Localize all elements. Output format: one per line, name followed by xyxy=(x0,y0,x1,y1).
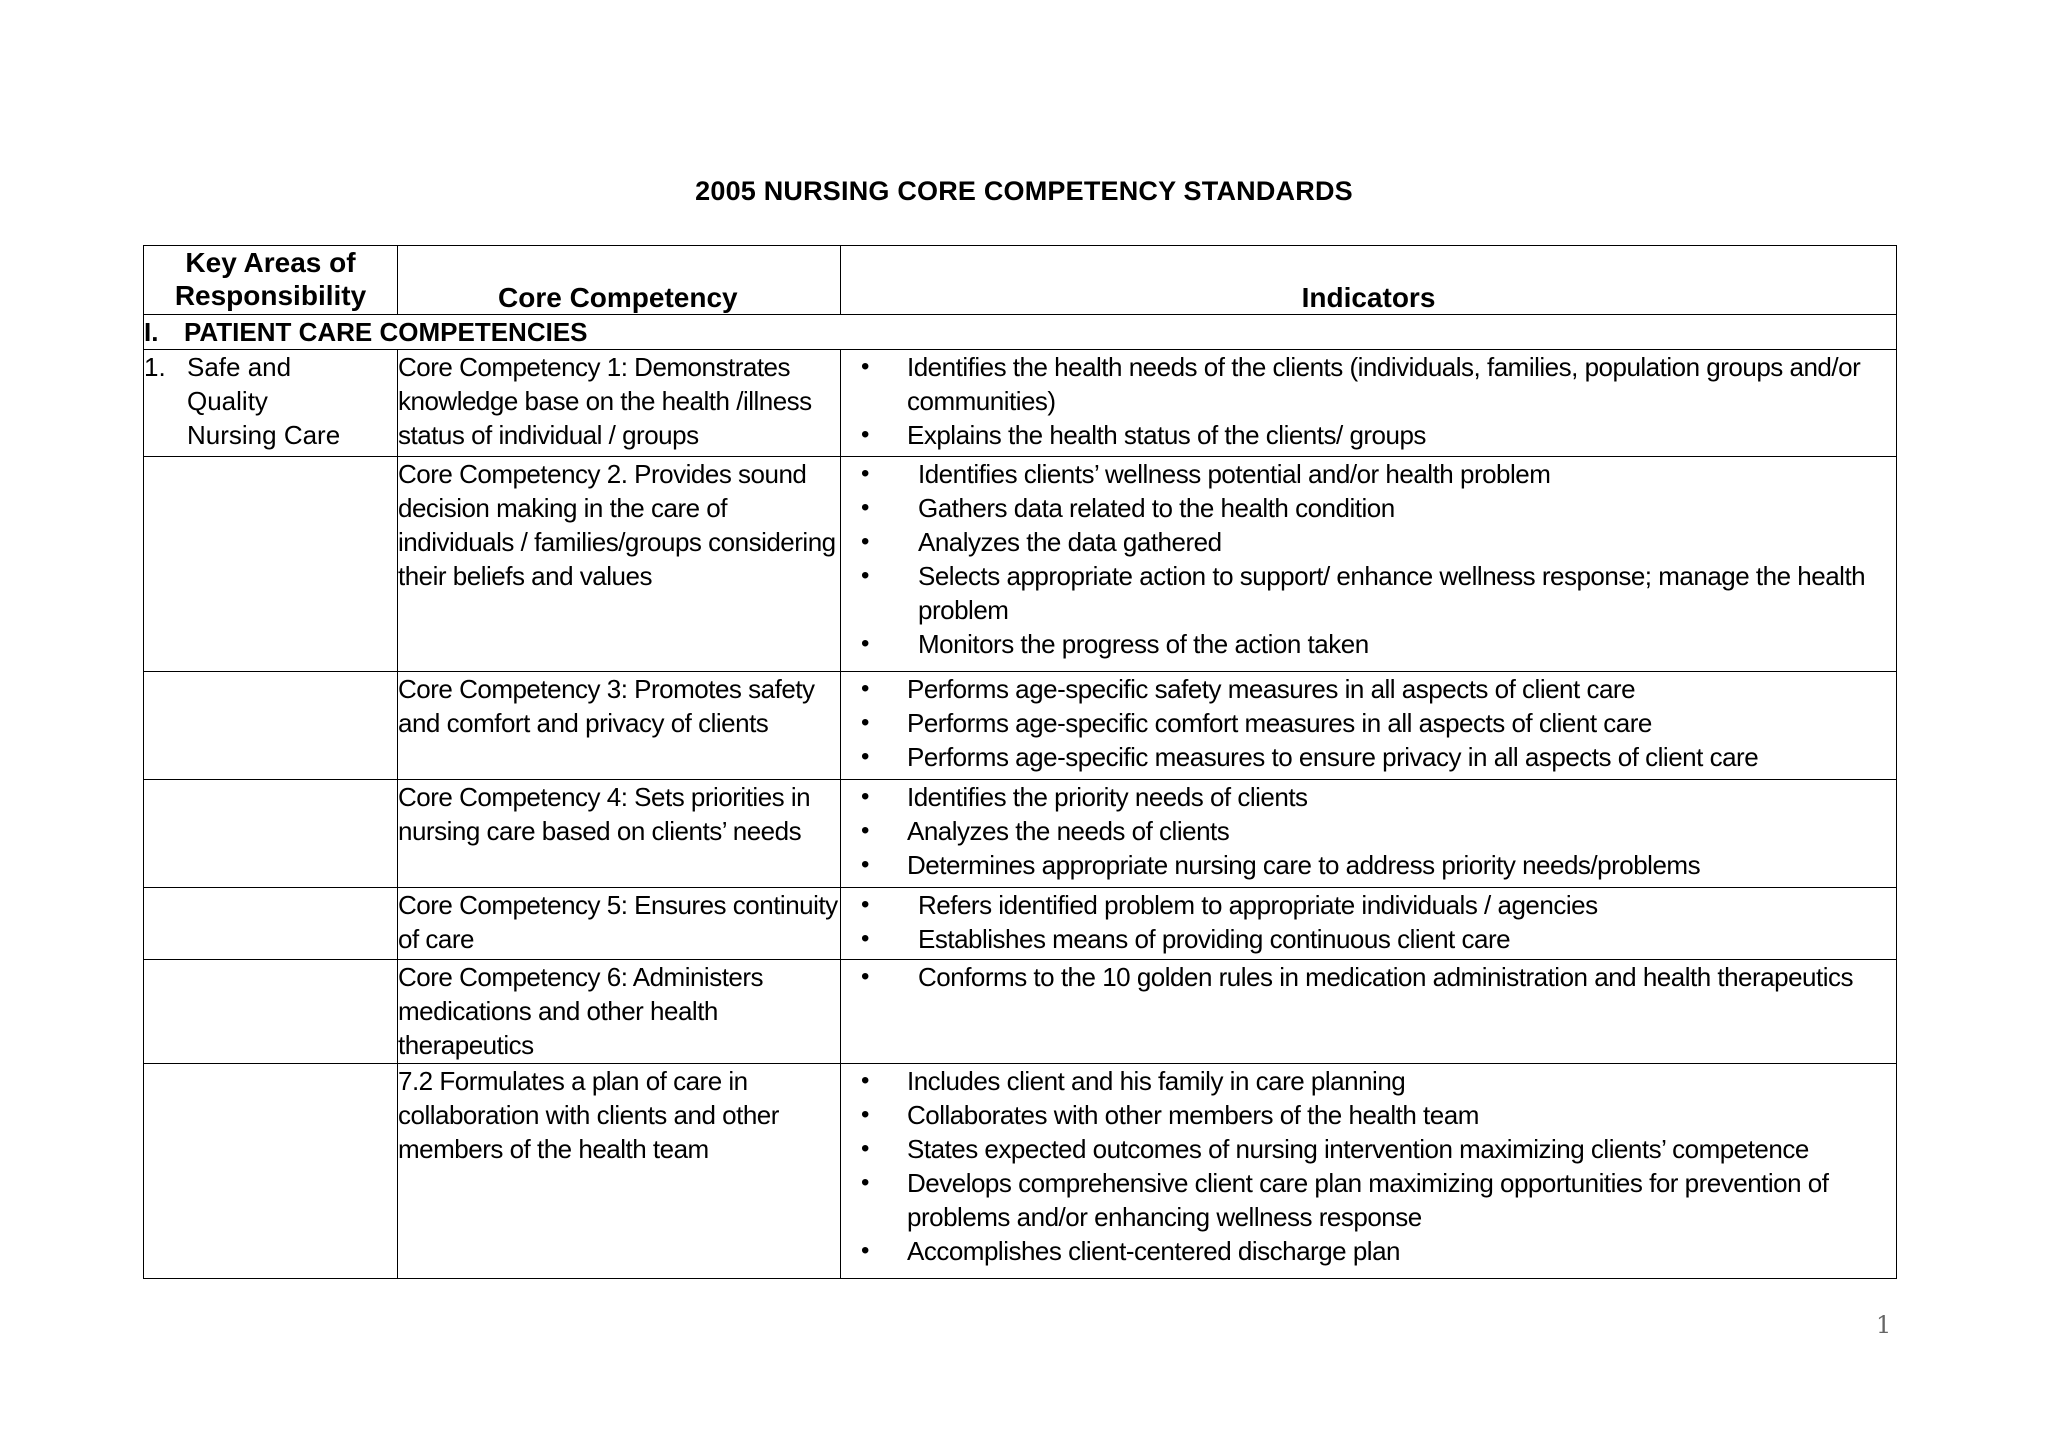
indicator-item xyxy=(841,1098,1896,1132)
key-area-cell-empty xyxy=(144,888,398,960)
indicator-item xyxy=(841,888,1896,922)
bullet-icon: • xyxy=(861,494,869,521)
indicator-text: Performs age-specific safety measures in all aspects of client care xyxy=(907,674,1636,704)
indicator-text: Performs age-specific comfort measures in all aspects of client care xyxy=(907,708,1652,738)
indicators-cell xyxy=(841,672,1897,780)
indicator-item xyxy=(841,1166,1896,1234)
indicator-text: Gathers data related to the health condition xyxy=(918,493,1395,523)
key-area-line2: Quality xyxy=(187,386,268,416)
indicator-text: Identifies the health needs of the clients (individuals, families, population groups and/or communities) xyxy=(907,352,1861,416)
table-row xyxy=(144,888,1897,960)
indicator-item xyxy=(841,780,1896,814)
indicators-cell xyxy=(841,888,1897,960)
indicator-item xyxy=(841,1132,1896,1166)
bullet-icon: • xyxy=(861,1067,869,1094)
indicator-item xyxy=(841,1234,1896,1268)
bullet-icon: • xyxy=(861,1237,869,1264)
key-area-cell xyxy=(144,350,398,457)
indicator-text: Identifies clients’ wellness potential and/or health problem xyxy=(918,459,1551,489)
bullet-icon: • xyxy=(861,562,869,589)
bullet-icon: • xyxy=(861,817,869,844)
bullet-icon: • xyxy=(861,1101,869,1128)
indicator-text: Establishes means of providing continuous client care xyxy=(918,924,1511,954)
section-number: I. xyxy=(144,317,159,347)
key-area-cell-empty xyxy=(144,780,398,888)
indicator-item xyxy=(841,1064,1896,1098)
indicator-text: Selects appropriate action to support/ enhance wellness response; manage the health problem xyxy=(918,561,1866,625)
indicator-item xyxy=(841,627,1896,661)
indicator-item xyxy=(841,672,1896,706)
section-label: PATIENT CARE COMPETENCIES xyxy=(184,317,588,347)
key-area-cell-empty xyxy=(144,457,398,672)
competency-cell: Core Competency 2. Provides sound decision making in the care of individuals / families/groups considering their beliefs and values xyxy=(398,457,841,672)
indicators-cell xyxy=(841,1064,1897,1279)
indicator-text: Collaborates with other members of the health team xyxy=(907,1100,1479,1130)
bullet-icon: • xyxy=(861,709,869,736)
indicator-item xyxy=(841,457,1896,491)
section-row xyxy=(144,315,1897,350)
table-row xyxy=(144,350,1897,457)
indicator-text: Analyzes the data gathered xyxy=(918,527,1222,557)
indicators-cell xyxy=(841,350,1897,457)
document-title: 2005 NURSING CORE COMPETENCY STANDARDS xyxy=(695,176,1353,206)
header-key-areas xyxy=(144,246,398,315)
competency-cell: 7.2 Formulates a plan of care in collaboration with clients and other members of the health team xyxy=(398,1064,841,1279)
bullet-icon: • xyxy=(861,353,869,380)
competency-cell: Core Competency 6: Administers medications and other health therapeutics xyxy=(398,960,841,1064)
indicator-text: Accomplishes client-centered discharge plan xyxy=(907,1236,1400,1266)
indicator-text: Identifies the priority needs of clients xyxy=(907,782,1308,812)
table-header-row xyxy=(144,246,1897,315)
bullet-icon: • xyxy=(861,460,869,487)
indicator-text: States expected outcomes of nursing intervention maximizing clients’ competence xyxy=(907,1134,1809,1164)
bullet-icon: • xyxy=(861,851,869,878)
indicator-item xyxy=(841,706,1896,740)
indicator-text: Monitors the progress of the action taken xyxy=(918,629,1369,659)
table-row xyxy=(144,672,1897,780)
key-area-line3: Nursing Care xyxy=(187,420,341,450)
bullet-icon: • xyxy=(861,1169,869,1196)
competency-cell: Core Competency 4: Sets priorities in nursing care based on clients’ needs xyxy=(398,780,841,888)
indicator-text: Performs age-specific measures to ensure privacy in all aspects of client care xyxy=(907,742,1759,772)
indicator-text: Determines appropriate nursing care to address priority needs/problems xyxy=(907,850,1701,880)
table-row xyxy=(144,1064,1897,1279)
bullet-icon: • xyxy=(861,1135,869,1162)
header-indicators: Indicators xyxy=(841,246,1897,315)
bullet-icon: • xyxy=(861,783,869,810)
indicator-item xyxy=(841,740,1896,774)
indicator-item xyxy=(841,814,1896,848)
indicator-item xyxy=(841,960,1896,994)
key-area-cell-empty xyxy=(144,960,398,1064)
header-key-areas-line2: Responsibility xyxy=(174,280,367,311)
competency-cell: Core Competency 3: Promotes safety and comfort and privacy of clients xyxy=(398,672,841,780)
indicator-item xyxy=(841,525,1896,559)
key-area-line1: Safe and xyxy=(187,352,292,382)
bullet-icon: • xyxy=(861,963,869,990)
header-key-areas-line1: Key Areas of xyxy=(185,247,356,278)
bullet-icon: • xyxy=(861,421,869,448)
bullet-icon: • xyxy=(861,675,869,702)
indicator-item xyxy=(841,491,1896,525)
page-number: 1 xyxy=(1876,1311,1892,1339)
key-area-cell-empty xyxy=(144,1064,398,1279)
indicator-item xyxy=(841,559,1896,627)
table-row xyxy=(144,780,1897,888)
header-core-competency: Core Competency xyxy=(398,246,841,315)
indicator-item xyxy=(841,922,1896,956)
indicators-cell xyxy=(841,457,1897,672)
indicator-text: Conforms to the 10 golden rules in medication administration and health therapeutics xyxy=(918,962,1854,992)
indicators-cell xyxy=(841,960,1897,1064)
indicator-text: Analyzes the needs of clients xyxy=(907,816,1230,846)
key-area-cell-empty xyxy=(144,672,398,780)
bullet-icon: • xyxy=(861,528,869,555)
table-row xyxy=(144,960,1897,1064)
bullet-icon: • xyxy=(861,743,869,770)
indicator-text: Develops comprehensive client care plan maximizing opportunities for prevention of problems and/or enhancing wellness response xyxy=(907,1168,1829,1232)
bullet-icon: • xyxy=(861,630,869,657)
indicator-item xyxy=(841,848,1896,882)
indicator-text: Explains the health status of the clients/ groups xyxy=(907,420,1426,450)
section-heading xyxy=(144,315,1897,350)
bullet-icon: • xyxy=(861,891,869,918)
indicators-cell xyxy=(841,780,1897,888)
bullet-icon: • xyxy=(861,925,869,952)
indicator-item xyxy=(841,418,1896,452)
competency-cell: Core Competency 5: Ensures continuity of care xyxy=(398,888,841,960)
indicator-item xyxy=(841,350,1896,418)
indicator-text: Refers identified problem to appropriate individuals / agencies xyxy=(918,890,1598,920)
competency-cell: Core Competency 1: Demonstrates knowledge base on the health /illness status of individual / groups xyxy=(398,350,841,457)
key-area-number: 1. xyxy=(144,352,166,382)
table-row xyxy=(144,457,1897,672)
indicator-text: Includes client and his family in care planning xyxy=(907,1066,1406,1096)
competency-table xyxy=(143,245,1897,1279)
